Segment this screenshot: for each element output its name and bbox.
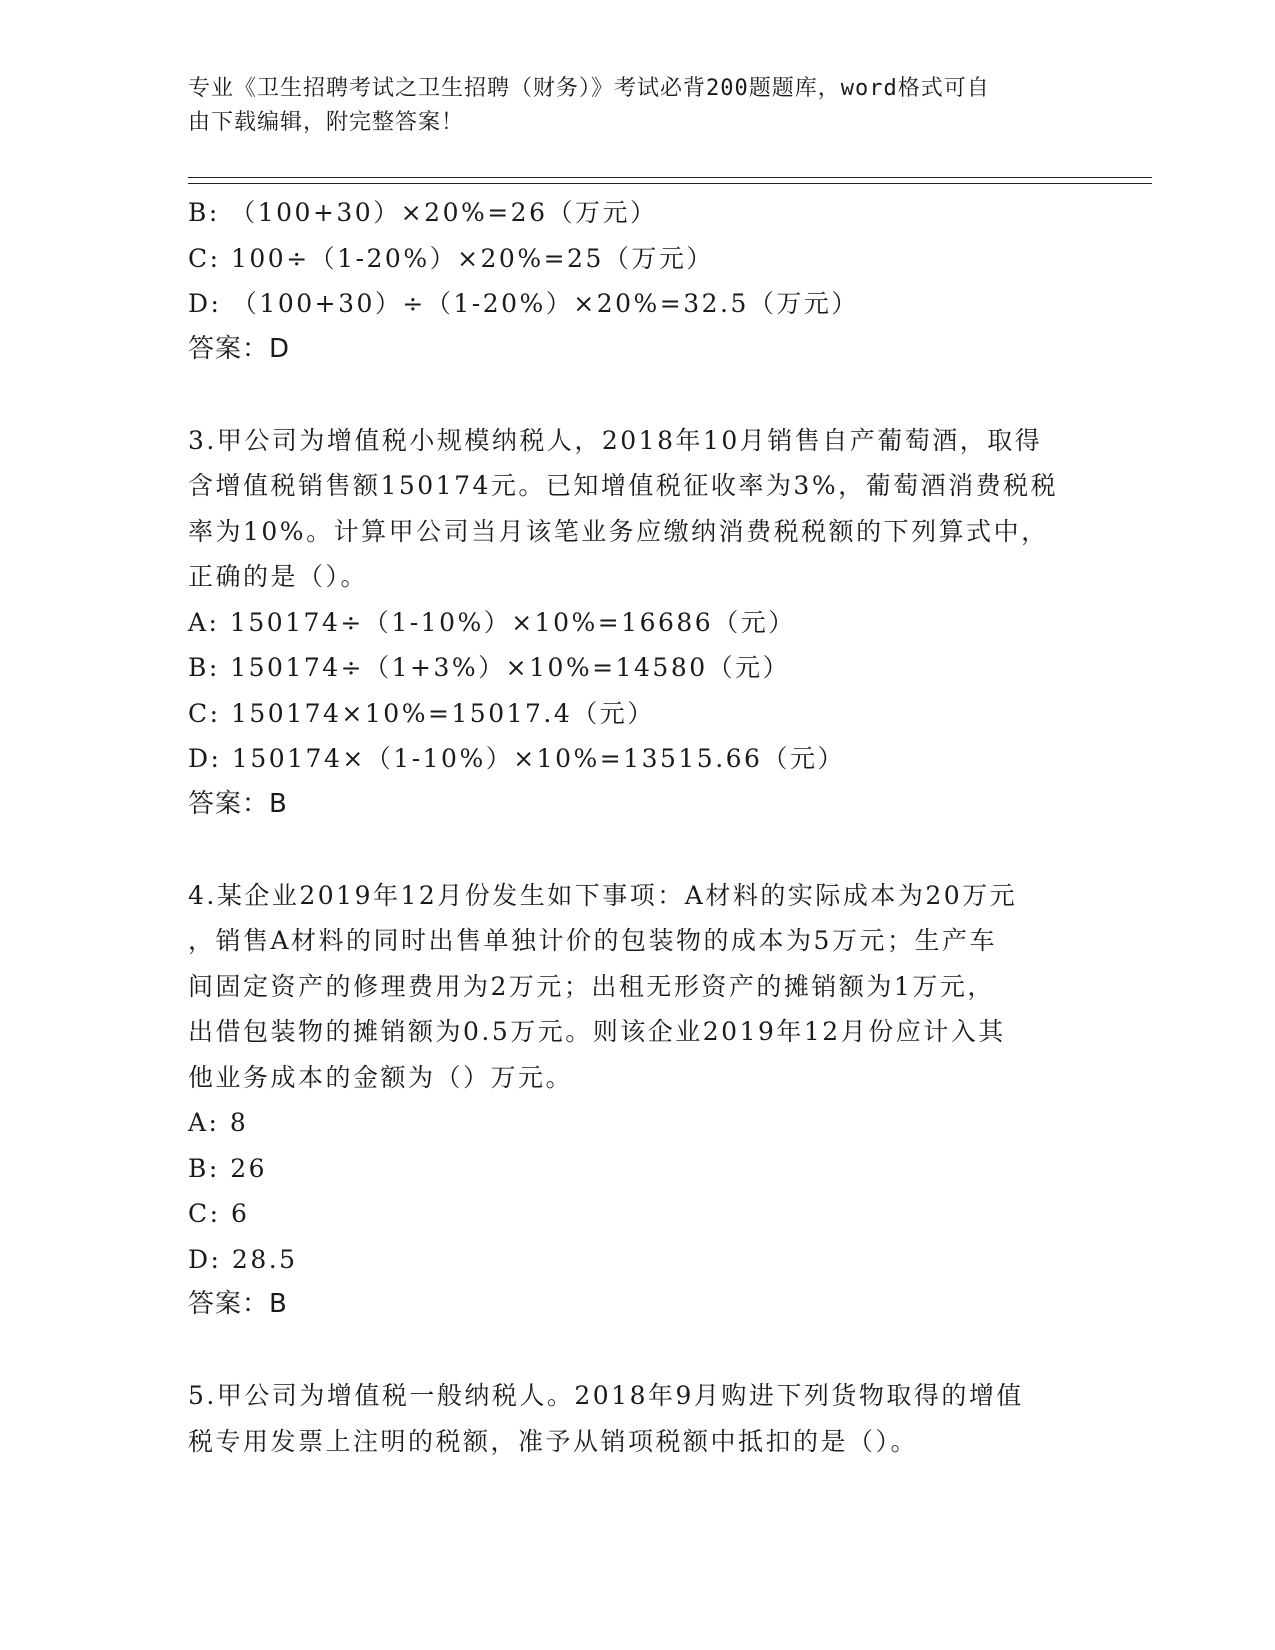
header-divider: [188, 177, 1152, 184]
option-b: B: （100+30）×20%=26（万元）: [188, 198, 658, 227]
question-5: [188, 1373, 1088, 1464]
option-d: D: （100+30）÷（1-20%）×20%=32.5（万元）: [188, 289, 859, 318]
question-stem: 含增值税销售额150174元。已知增值税征收率为3%，葡萄酒消费税税: [188, 471, 1059, 500]
option-a: A: 8: [188, 1108, 249, 1137]
option-d: D: 28.5: [188, 1244, 298, 1274]
question-stem: 出借包装物的摊销额为0.5万元。则该企业2019年12月份应计入其: [188, 1017, 1006, 1046]
option-b: B: 26: [188, 1153, 268, 1183]
option-c: C: 150174×10%=15017.4（元）: [188, 698, 655, 728]
question-stem: 5.甲公司为增值税一般纳税人。2018年9月购进下列货物取得的增值: [188, 1381, 1024, 1410]
answer: 答案：D: [188, 333, 291, 364]
option-d: D: 150174×（1-10%）×10%=13515.66（元）: [188, 744, 845, 773]
question-stem: 3.甲公司为增值税小规模纳税人，2018年10月销售自产葡萄酒，取得: [188, 425, 1043, 455]
option-c: C: 100÷（1-20%）×20%=25（万元）: [188, 243, 714, 273]
question-stem: ，销售A材料的同时出售单独计价的包装物的成本为5万元；生产车: [188, 926, 997, 955]
answer: 答案：B: [188, 1289, 288, 1319]
option-a: A: 150174÷（1-10%）×10%=16686（元）: [188, 607, 796, 637]
question-stem: 4.某企业2019年12月份发生如下事项：A材料的实际成本为20万元: [188, 880, 1018, 910]
question-stem: 他业务成本的金额为（）万元。: [188, 1062, 574, 1092]
document-header: [188, 72, 1068, 140]
spacer: [188, 1328, 1088, 1374]
spacer: [188, 827, 1088, 873]
header-line-1: 专业《卫生招聘考试之卫生招聘（财务）》考试必背200题题库，word格式可自: [188, 76, 990, 101]
option-b: B: 150174÷（1+3%）×10%=14580（元）: [188, 653, 791, 682]
spacer: [188, 372, 1088, 418]
question-stem: 正确的是（）。: [188, 562, 369, 591]
question-2-tail: [188, 190, 1088, 372]
question-stem: 税专用发票上注明的税额，准予从销项税额中抵扣的是（）。: [188, 1426, 919, 1456]
question-4: [188, 873, 1088, 1328]
question-stem: 间固定资产的修理费用为2万元；出租无形资产的摊销额为1万元，: [188, 971, 995, 1001]
header-line-2: 由下载编辑，附完整答案！: [188, 110, 465, 135]
document-body: [188, 190, 1088, 1464]
answer: 答案：B: [188, 788, 288, 819]
option-c: C: 6: [188, 1199, 250, 1228]
question-stem: 率为10%。计算甲公司当月该笔业务应缴纳消费税税额的下列算式中，: [188, 516, 1049, 546]
question-3: [188, 418, 1088, 828]
